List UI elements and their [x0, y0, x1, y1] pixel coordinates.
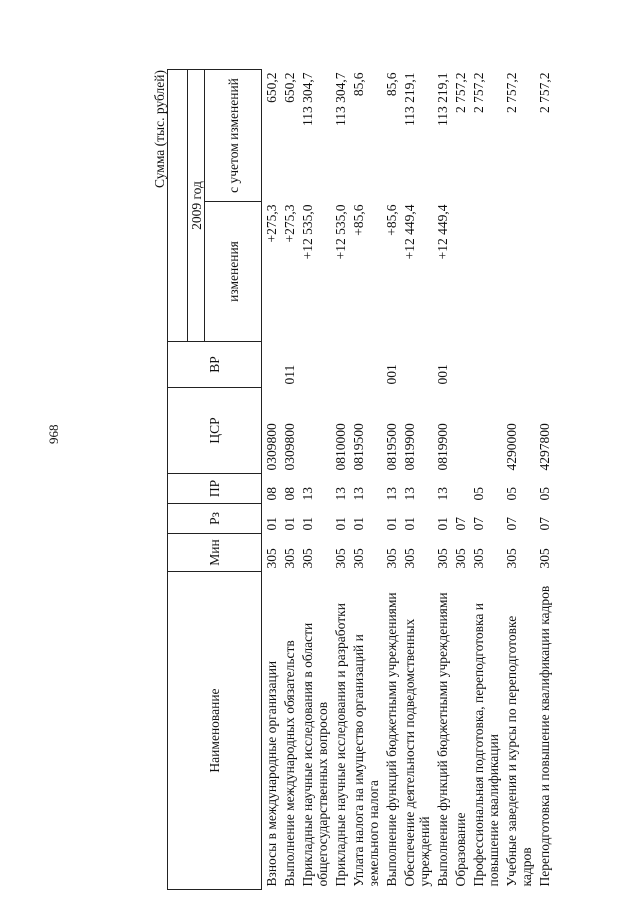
row-rz: 01: [300, 517, 315, 531]
row-min: 305: [453, 548, 468, 569]
row-pr: 13: [333, 487, 348, 501]
row-change: +275,3: [264, 204, 279, 243]
row-vr: [262, 342, 281, 388]
units-label: Сумма (тыс. рублей): [152, 70, 167, 188]
row-min: 305: [384, 548, 399, 569]
row-min: 305: [537, 548, 552, 569]
row-vr: [298, 342, 331, 388]
row-pr: 13: [384, 487, 399, 501]
row-csr: 0819900: [402, 423, 417, 471]
row-name: Прикладные научные исследования и разработки: [333, 603, 348, 887]
row-pr: 13: [351, 487, 366, 501]
row-min: 305: [435, 548, 450, 569]
row-total: 2 757,2: [537, 72, 552, 113]
row-total: 113 304,7: [333, 72, 348, 126]
row-csr: 0819500: [384, 423, 399, 471]
table-row: [469, 70, 502, 890]
row-name: Уплата налога на имущество организаций и земельного налога: [351, 634, 381, 887]
row-vr: [349, 342, 382, 388]
row-total: 2 757,2: [504, 72, 519, 113]
row-name: Учебные заведения и курсы по переподготовке кадров: [504, 615, 534, 887]
row-pr: 05: [537, 487, 552, 501]
row-min: 305: [471, 548, 486, 569]
row-pr: 05: [471, 487, 486, 501]
row-csr: 4297800: [537, 423, 552, 471]
rotated-table-container: [153, 70, 593, 890]
row-total: 85,6: [384, 72, 399, 97]
table-row: [400, 70, 433, 890]
row-csr: 0810000: [333, 423, 348, 471]
header-min: Мин: [168, 534, 262, 572]
row-vr: [535, 342, 553, 388]
row-total: 2 757,2: [471, 72, 486, 113]
row-change: +12 535,0: [300, 204, 315, 260]
table-row: [298, 70, 331, 890]
row-min: 305: [351, 548, 366, 569]
header-rz: Рз: [168, 504, 262, 534]
row-total: 113 219,1: [402, 72, 417, 126]
table-row: [382, 70, 400, 890]
row-rz: 07: [471, 517, 486, 531]
row-change: [502, 202, 535, 342]
row-vr: [469, 342, 502, 388]
row-total: 113 304,7: [300, 72, 315, 126]
table-row: [451, 70, 469, 890]
row-csr: 0819900: [435, 423, 450, 471]
row-rz: 01: [384, 517, 399, 531]
row-min: 305: [504, 548, 519, 569]
row-min: 305: [282, 548, 297, 569]
row-vr: 001: [384, 364, 399, 385]
row-pr: 13: [435, 487, 450, 501]
row-csr: 0309800: [264, 423, 279, 471]
table-row: [535, 70, 553, 890]
row-total: 650,2: [282, 72, 297, 103]
row-vr: 001: [435, 364, 450, 385]
table-row: [349, 70, 382, 890]
row-pr: 05: [504, 487, 519, 501]
row-csr: [469, 388, 502, 474]
row-change: +12 449,4: [435, 204, 450, 260]
row-total: 113 219,1: [435, 72, 450, 126]
row-change: +275,3: [282, 204, 297, 243]
row-min: 305: [333, 548, 348, 569]
row-min: 305: [402, 548, 417, 569]
row-pr: 13: [300, 487, 315, 501]
row-min: 305: [264, 548, 279, 569]
row-rz: 07: [453, 517, 468, 531]
row-rz: 07: [504, 517, 519, 531]
page-number: 968: [46, 424, 61, 444]
header-year: 2009 год: [188, 70, 205, 342]
row-rz: 01: [435, 517, 450, 531]
row-csr: 0819500: [351, 423, 366, 471]
header-with-change: с учетом изменений: [205, 70, 262, 202]
row-rz: 01: [264, 517, 279, 531]
row-name: Выполнение функций бюджетными учреждениями: [435, 592, 450, 887]
row-name: Выполнение функций бюджетными учреждениями: [384, 592, 399, 887]
row-vr: [451, 342, 469, 388]
row-pr: 08: [264, 487, 279, 501]
header-csr: ЦСР: [168, 388, 262, 474]
row-total: 85,6: [351, 72, 366, 97]
row-change: +12 535,0: [333, 204, 348, 260]
row-vr: 011: [282, 364, 297, 385]
row-name: Прикладные научные исследования в области общегосударственных вопросов: [300, 622, 330, 887]
header-name: Наименование: [168, 572, 262, 890]
table-row: [331, 70, 349, 890]
row-name: Образование: [453, 812, 468, 887]
row-min: 305: [300, 548, 315, 569]
budget-table: [167, 69, 553, 890]
table-body: [262, 70, 554, 890]
row-csr: [451, 388, 469, 474]
row-vr: [331, 342, 349, 388]
header-vr: ВР: [168, 342, 262, 388]
table-row: [502, 70, 535, 890]
row-name: Обеспечение деятельности подведомственных учреждений: [402, 618, 432, 887]
row-csr: 0309800: [282, 423, 297, 471]
row-name: Профессиональная подготовка, переподготовка и повышение квалификации: [471, 603, 501, 887]
row-vr: [400, 342, 433, 388]
row-change: [469, 202, 502, 342]
row-total: 2 757,2: [453, 72, 468, 113]
row-pr: 13: [402, 487, 417, 501]
row-rz: 01: [351, 517, 366, 531]
row-change: +12 449,4: [402, 204, 417, 260]
row-change: [535, 202, 553, 342]
row-change: +85,6: [351, 204, 366, 236]
row-change: [451, 202, 469, 342]
row-name: Выполнение международных обязательств: [282, 640, 297, 887]
row-pr: 08: [282, 487, 297, 501]
table-row: [433, 70, 451, 890]
row-name: Взносы в международные организации: [264, 660, 279, 887]
header-change: изменения: [205, 202, 262, 342]
table-row: [262, 70, 281, 890]
table-row: [280, 70, 298, 890]
row-rz: 07: [537, 517, 552, 531]
row-rz: 01: [333, 517, 348, 531]
row-csr: [298, 388, 331, 474]
row-csr: 4290000: [504, 423, 519, 471]
header-pr: ПР: [168, 474, 262, 504]
row-vr: [502, 342, 535, 388]
row-pr: [451, 474, 469, 504]
row-rz: 01: [402, 517, 417, 531]
row-name: Переподготовка и повышение квалификации кадров: [537, 585, 552, 887]
row-rz: 01: [282, 517, 297, 531]
row-total: 650,2: [264, 72, 279, 103]
header-sum-group: [168, 70, 188, 342]
row-change: +85,6: [384, 204, 399, 236]
